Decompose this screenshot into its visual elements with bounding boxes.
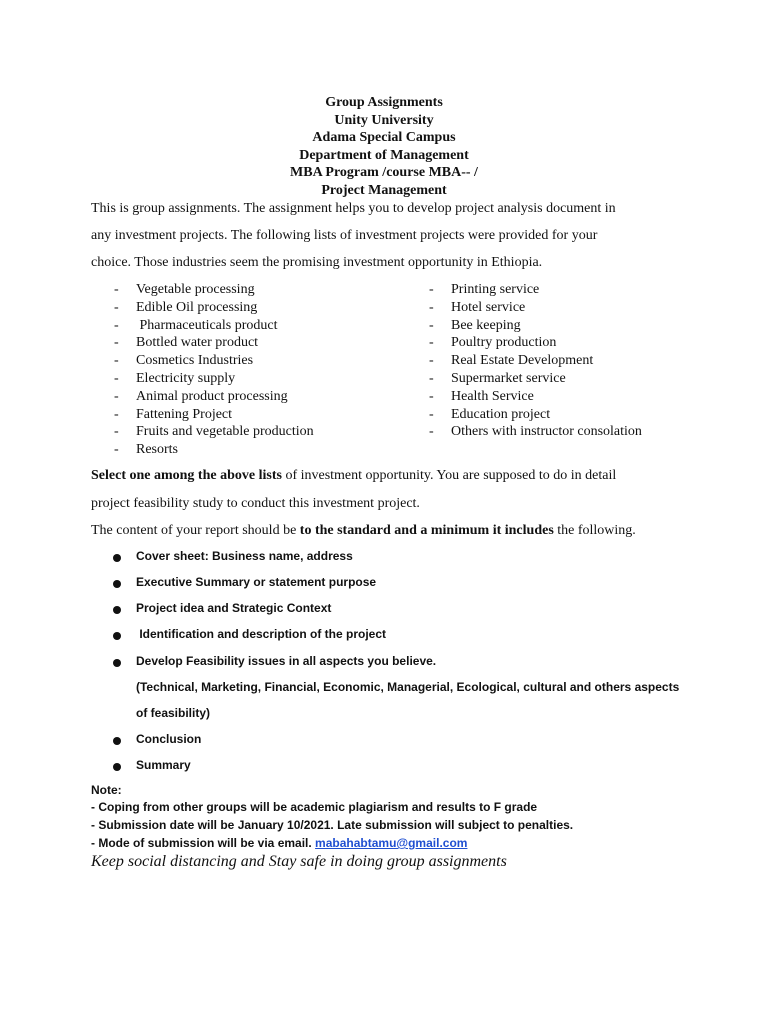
list-item-label: Education project xyxy=(451,406,551,422)
bullet-dot-icon xyxy=(113,554,121,562)
header-title: Group Assignments xyxy=(325,95,443,110)
list-item-label: Fattening Project xyxy=(136,406,233,422)
dash-marker: - xyxy=(429,353,434,369)
list-item-label: Pharmaceuticals product xyxy=(136,317,278,333)
list-item-label: Vegetable processing xyxy=(136,282,255,297)
list-item-label: Electricity supply xyxy=(136,370,236,386)
list-item-label: Animal product processing xyxy=(136,388,288,404)
bullet-item-label: Executive Summary or statement purpose xyxy=(136,575,377,589)
dash-marker: - xyxy=(114,406,119,422)
list-item xyxy=(114,352,394,370)
header-department: Department of Management xyxy=(299,147,469,163)
dash-marker: - xyxy=(429,299,434,315)
intro-line-2: any investment projects. The following lists of investment projects were provided for your xyxy=(91,228,598,243)
dash-marker: - xyxy=(429,282,434,297)
dash-marker: - xyxy=(429,317,434,333)
dash-marker: - xyxy=(114,335,119,351)
bullet-dot-icon xyxy=(113,763,121,771)
header-course: Project Management xyxy=(321,182,447,198)
dash-marker: - xyxy=(114,282,119,297)
bullet-dot-icon xyxy=(113,632,121,640)
bullet-item-label: Cover sheet: Business name, address xyxy=(136,549,353,563)
list-item-label: Edible Oil processing xyxy=(136,299,258,315)
list-item xyxy=(429,317,729,335)
bullet-dot-icon xyxy=(113,737,121,745)
list-item xyxy=(114,317,394,335)
select-instruction-rest: of investment opportunity. You are supposed to do in detail xyxy=(281,468,617,483)
list-item-label: Real Estate Development xyxy=(451,353,594,369)
bullet-item-label: Project idea and Strategic Context xyxy=(136,601,332,615)
dash-marker: - xyxy=(429,370,434,386)
list-item-label: Cosmetics Industries xyxy=(136,353,254,369)
note-line-submission-mode xyxy=(91,836,467,850)
closing-remark: Keep social distancing and Stay safe in doing group assignments xyxy=(91,853,507,870)
list-item xyxy=(114,370,394,388)
list-item-label: Others with instructor consolation xyxy=(451,424,642,440)
select-instruction-line-2: project feasibility study to conduct this investment project. xyxy=(91,496,420,511)
dash-marker: - xyxy=(114,317,119,333)
list-item-label: Fruits and vegetable production xyxy=(136,424,314,440)
investment-list-left xyxy=(114,281,394,459)
content-requirement-bold: to the standard and a minimum it includes xyxy=(299,523,554,538)
list-item xyxy=(114,388,394,406)
note-title: Note: xyxy=(91,783,122,797)
list-item-label: Bottled water product xyxy=(136,335,259,351)
note-line-plagiarism: - Coping from other groups will be academic plagiarism and results to F grade xyxy=(91,800,538,814)
list-item xyxy=(114,423,394,441)
dash-marker: - xyxy=(429,406,434,422)
dash-marker: - xyxy=(114,299,119,315)
investment-list-right xyxy=(429,281,729,441)
header-campus: Adama Special Campus xyxy=(312,130,456,146)
list-item-label: Hotel service xyxy=(451,299,526,315)
list-item-label: Resorts xyxy=(136,442,178,458)
bullet-dot-icon xyxy=(113,606,121,614)
list-item xyxy=(429,299,729,317)
header-university: Unity University xyxy=(334,112,434,128)
dash-marker: - xyxy=(114,353,119,369)
bullet-item-label: Summary xyxy=(136,758,191,772)
list-item xyxy=(429,352,729,370)
bullet-item-label: Identification and description of the project xyxy=(136,627,387,641)
note-line-submission-date: - Submission date will be January 10/2021. Late submission will subject to penalties. xyxy=(91,818,574,832)
dash-marker: - xyxy=(114,442,119,458)
list-item xyxy=(114,299,394,317)
list-item-label: Health Service xyxy=(451,388,534,404)
list-item-label: Bee keeping xyxy=(451,317,521,333)
list-item xyxy=(429,334,729,352)
select-instruction xyxy=(91,468,691,484)
content-requirement xyxy=(91,523,691,539)
select-instruction-bold: Select one among the above lists xyxy=(91,468,282,483)
dash-marker: - xyxy=(429,424,434,440)
list-item-label: Poultry production xyxy=(451,335,557,351)
feasibility-detail-line-2: of feasibility) xyxy=(136,706,211,720)
document-header xyxy=(0,94,768,200)
list-item-label: Supermarket service xyxy=(451,370,566,386)
bullet-dot-icon xyxy=(113,659,121,667)
header-program: MBA Program /course MBA-- / xyxy=(290,165,478,181)
dash-marker: - xyxy=(114,424,119,440)
list-item xyxy=(429,370,729,388)
list-item xyxy=(429,406,729,424)
intro-line-3: choice. Those industries seem the promising investment opportunity in Ethiopia. xyxy=(91,255,543,270)
list-item xyxy=(429,423,729,441)
dash-marker: - xyxy=(429,335,434,351)
list-item xyxy=(114,334,394,352)
feasibility-detail-line-1: (Technical, Marketing, Financial, Economic, Managerial, Ecological, cultural and others aspects xyxy=(136,680,680,694)
content-requirement-post: the following. xyxy=(553,523,636,538)
intro-line-1: This is group assignments. The assignment helps you to develop project analysis document in xyxy=(91,201,616,216)
note-submission-mode-text: - Mode of submission will be via email. xyxy=(91,836,316,850)
list-item xyxy=(114,406,394,424)
list-item xyxy=(114,441,394,459)
dash-marker: - xyxy=(429,388,434,404)
email-link[interactable]: mabahabtamu@gmail.com xyxy=(315,836,468,850)
bullet-dot-icon xyxy=(113,580,121,588)
list-item xyxy=(114,281,394,299)
content-requirement-pre: The content of your report should be xyxy=(91,523,300,538)
dash-marker: - xyxy=(114,370,119,386)
dash-marker: - xyxy=(114,388,119,404)
bullet-item-label: Develop Feasibility issues in all aspects you believe. xyxy=(136,654,437,668)
list-item-label: Printing service xyxy=(451,282,540,297)
list-item xyxy=(429,388,729,406)
bullet-item-label: Conclusion xyxy=(136,732,202,746)
list-item xyxy=(429,281,729,299)
